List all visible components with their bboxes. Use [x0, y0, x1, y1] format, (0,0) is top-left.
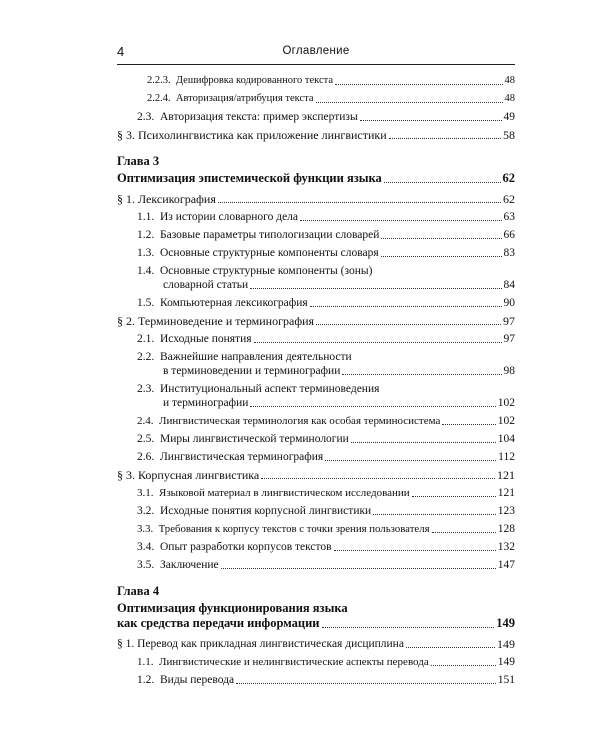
toc-section[interactable]: § 1. Перевод как прикладная лингвистическая дисциплина 149 [117, 637, 515, 651]
toc-entry-line1[interactable]: 1.4. Основные структурные компоненты (зоны) [137, 265, 373, 277]
toc-entry[interactable]: 1.5. Компьютерная лексикография 90 [137, 297, 515, 309]
toc-entry[interactable]: 1.3. Основные структурные компоненты словаря 83 [137, 247, 515, 259]
toc-entry[interactable]: 3.2. Исходные понятия корпусной лингвистики 123 [137, 505, 515, 517]
toc-entry[interactable]: 2.2.3. Дешифровка кодированного текста 48 [147, 75, 515, 86]
toc-entry-line2[interactable]: словарной статьи 84 [163, 279, 515, 291]
toc-entry[interactable]: 1.1. Лингвистические и нелингвистические аспекты перевода 149 [137, 656, 515, 668]
toc-entry-line2[interactable]: и терминографии 102 [163, 397, 515, 409]
toc-section[interactable]: § 2. Терминоведение и терминография 97 [117, 314, 515, 328]
page-header [117, 44, 515, 65]
toc-entry[interactable]: 3.5. Заключение 147 [137, 559, 515, 571]
toc-entry[interactable]: 2.3. Авторизация текста: пример экспертизы 49 [137, 111, 515, 123]
toc-entry[interactable]: 2.5. Миры лингвистической терминологии 104 [137, 433, 515, 445]
chapter-label: Глава 4 [117, 584, 160, 598]
chapter-title-line1: Оптимизация функционирования языка [117, 601, 348, 615]
toc-entry[interactable]: 2.1. Исходные понятия 97 [137, 333, 515, 345]
running-title: Оглавление [282, 45, 350, 57]
toc-entry-line1[interactable]: 2.2. Важнейшие направления деятельности [137, 351, 352, 363]
toc-entry[interactable]: 1.2. Виды перевода 151 [137, 674, 515, 686]
page-number: 4 [117, 44, 125, 59]
toc-entry[interactable]: 3.4. Опыт разработки корпусов текстов 132 [137, 541, 515, 553]
toc-entry[interactable]: 1.2. Базовые параметры типологизации словарей 66 [137, 229, 515, 241]
toc-entry-line2[interactable]: в терминоведении и терминографии 98 [163, 365, 515, 377]
toc-entry[interactable]: 2.4. Лингвистическая терминология как особая терминосистема 102 [137, 415, 515, 427]
table-of-contents [117, 74, 515, 691]
toc-entry[interactable]: 3.1. Языковой материал в лингвистическом исследовании 121 [137, 487, 515, 499]
toc-section[interactable]: § 1. Лексикография 62 [117, 192, 515, 206]
chapter-title-entry[interactable]: как средства передачи информации 149 [117, 616, 515, 630]
chapter-title-entry[interactable]: Оптимизация эпистемической функции языка 62 [117, 171, 515, 185]
chapter-label: Глава 3 [117, 154, 160, 168]
toc-entry[interactable]: 1.1. Из истории словарного дела 63 [137, 211, 515, 223]
toc-entry[interactable]: § 3. Психолингвистика как приложение лингвистики 58 [117, 128, 515, 142]
toc-entry[interactable]: 2.2.4. Авторизация/атрибуция текста 48 [147, 93, 515, 104]
toc-entry[interactable]: 3.3. Требования к корпусу текстов с точки зрения пользователя 128 [137, 523, 515, 535]
toc-entry-line1[interactable]: 2.3. Институциональный аспект терминоведения [137, 383, 380, 395]
toc-section[interactable]: § 3. Корпусная лингвистика 121 [117, 468, 515, 482]
toc-entry[interactable]: 2.6. Лингвистическая терминография 112 [137, 451, 515, 463]
